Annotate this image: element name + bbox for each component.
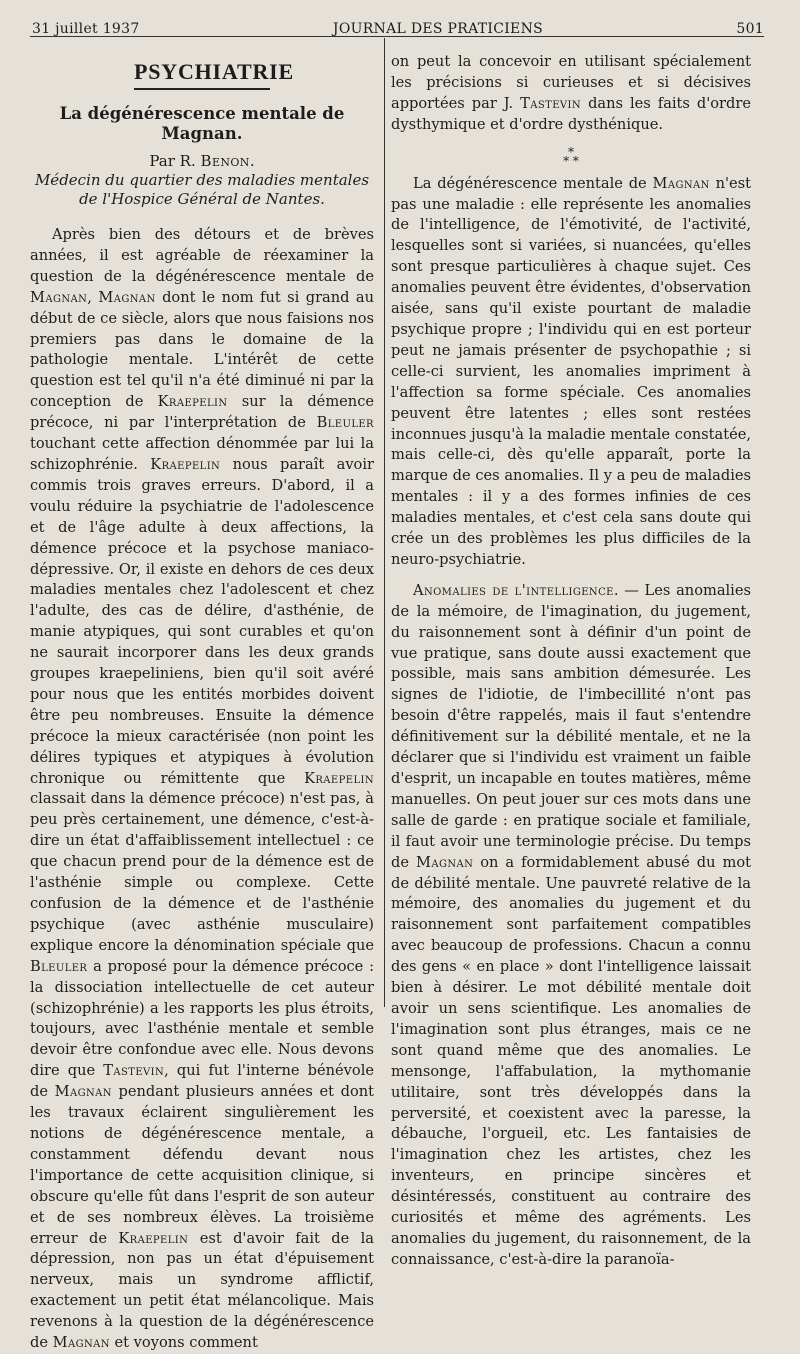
text-run: dont le nom fut si grand au début de ce siècle, alors que nous faisions nos premiers pas dans le domaine de la pathologie mentale. L'intérêt de cette question est tel qu'il n'a été diminué ni par la conception de [30, 288, 375, 411]
text-run: classait dans la démence précoce) n'est pas, à peu près certainement, une démence, c'est-à-dire un état d'affaiblissement intellectuel : ce que chacun prend pour de la démence est de l'asthénie simple ou complexe. Cette confusion de la démence et de l'asthénie psychique (avec asthénie musculaire) explique encore la dénomination spéciale que [30, 790, 374, 954]
body-paragraph [391, 581, 751, 1271]
byline [30, 151, 374, 171]
header-journal-title: JOURNAL DES PRATICIENS [332, 21, 544, 37]
text-run: nous paraît avoir commis trois graves erreurs. D'abord, il a voulu réduire la psychiatrie de l'adolescence et de l'âge adulte à deux affections, la démence précoce et la psychose maniaco-dépressive. Or, il existe en dehors de ces deux maladies mentales chez l'adolescent et chez l'adulte, des cas de délire, d'asthénie, de manie atypiques, qui sont curables et qu'on ne saurait incorporer dans les deux grands groupes kraepeliniens, bien qu'il soit avéré pour nous que les entités morbides doivent être peu nombreuses. Ensuite la démence précoce la mieux caractérisée (non point les délires typiques et atypiques à évolution chronique ou rémittente que [30, 455, 374, 787]
author-affiliation-line-1: Médecin du quartier des maladies mentales [34, 171, 370, 189]
text-run: . — Les anomalies de la mémoire, de l'imagination, du jugement, du raisonnement sont à définir d'un point de vue pratique, sans doute aussi exactement que possible, mais sans ambition démesurée. Les signes de l'idiotie, de l'imbecillité n'ont pas besoin d'être rappelés, mais il faut s'entendre définitivement sur la débilité mentale, et ne la déclarer que si l'individu est vraiment un faible d'esprit, un incapable en toutes matières, même manuelles. On peut jouer sur ces mots dans une salle de garde : en pratique sociale et familiale, il faut avoir une terminologie précise. Du temps de [391, 581, 751, 871]
asterism-stars-pair: * * [563, 153, 579, 168]
text-run: Après bien des détours et de brèves années, il est agréable de réexaminer la question de la dégénérescence mentale de [30, 226, 374, 285]
body-paragraph [391, 174, 751, 571]
text-run: pendant plusieurs années et dont les travaux éclairent singulièrement les notions de dégénérescence mentale, a constamment défendu devant nous l'importance de cette acquisition clinique, si obscure qu'elle fût dans l'esprit de son auteur et de ses nombreux élèves. La troisième erreur de [30, 1083, 374, 1247]
text-run: on peut la concevoir en utilisant spécialement les précisions si curieuses et si décisives apportées par J. [391, 53, 751, 112]
header-rule [30, 36, 764, 37]
proper-name: Tastevin [103, 1062, 165, 1080]
proper-name: Kraepelin [118, 1229, 189, 1247]
proper-name: Anomalies de l'intelligence [413, 581, 614, 599]
right-column [391, 52, 751, 1271]
byline-suffix: . [249, 152, 255, 170]
body-paragraph [391, 52, 751, 136]
byline-prefix: Par R. [149, 152, 201, 170]
proper-name: Magnan [52, 1334, 110, 1352]
text-run: touchant cette affection dénommée par lui la schizophrénie. [30, 435, 374, 473]
author-affiliation-line-2: de l'Hospice Général de Nantes. [79, 190, 325, 208]
body-paragraph [30, 225, 374, 1354]
proper-name: Bleuler [30, 957, 88, 975]
header-date: 31 juillet 1937 [32, 21, 140, 37]
text-run: dans les faits d'ordre dysthymique et d'ordre dysthénique. [391, 94, 751, 133]
column-divider [384, 38, 385, 1007]
text-run: et voyons comment [109, 1334, 258, 1352]
proper-name: Magnan [98, 288, 156, 306]
text-run: , [87, 288, 99, 306]
text-run: on a formidablement abusé du mot de débilité mentale. Une pauvreté relative de la mémoire, des anomalies du jugement et du raisonnement sont parfaitement compatibles avec beaucoup de professions. Chacun a connu des gens « en place » dont l'intelligence laissait bien à désirer. Le mot débilité mentale doit avoir un sens scientifique. Les anomalies de l'imagination sont plus étranges, mais ce ne sont quand même que des anomalies. Le mensonge, l'affabulation, la mythomanie utilitaire, sont très développés dans la perversité, et coexistent avec la paresse, la débauche, l'orgueil, etc. Les fantaisies de l'imagination chez les artistes, chez les inventeurs, en principe sincères et désintéressés, constituent au contraire des curiosités et même des agréments. Les anomalies du jugement, du raisonnement, de la connaissance, c'est-à-dire la paranoïa- [391, 853, 751, 1268]
asterism-separator [391, 144, 751, 168]
running-header [32, 14, 764, 36]
proper-name: Magnan [652, 174, 710, 192]
text-run: La dégénérescence mentale de [413, 174, 653, 192]
proper-name: Magnan [54, 1083, 112, 1101]
proper-name: Tastevin [520, 94, 582, 112]
asterism-star: * [568, 144, 574, 159]
section-title: PSYCHIATRIE [134, 58, 270, 90]
proper-name: Kraepelin [157, 393, 228, 411]
text-run: sur la démence précoce, ni par l'interprétation de [30, 393, 375, 432]
text-run: n'est pas une maladie : elle représente les anomalies de l'intelligence, de l'émotivité, de l'activité, lesquelles sont si variées, si nuancées, qu'elles sont presque particulières à chaque sujet. Ces anomalies peuvent être évidentes, d'observation aisée, sans qu'il existe pourtant de maladie psychique propre ; l'individu qui en est porteur peut ne jamais présenter de psychopathie ; si celle-ci survient, les anomalies impriment à l'affection sa forme spéciale. Ces anomalies peuvent être latentes ; elles sont restées inconnues jusqu'à la maladie mentale constatée, mais celle-ci, dès qu'elle apparaît, porte la marque de ces anomalies. Il y a peu de maladies mentales : il y a des formes infinies de ces maladies mentales, et c'est cela sans doute qui crée un des problèmes les plus difficiles de la neuro-psychiatrie. [391, 174, 751, 568]
text-run: a proposé pour la démence précoce : la dissociation intellectuelle de cet auteur (schizophrénie) a les rapports les plus étroits, toujours, avec l'asthénie mentale et semble devoir être confondue avec elle. Nous devons dire que [30, 957, 374, 1080]
proper-name: Kraepelin [150, 455, 221, 473]
left-column [30, 52, 374, 1354]
proper-name: Kraepelin [304, 769, 374, 787]
author-name: Benon [200, 152, 250, 170]
proper-name: Magnan [415, 853, 474, 871]
header-page-number: 501 [736, 21, 764, 37]
proper-name: Bleuler [316, 414, 374, 432]
text-run: , qui fut l'interne bénévole de [30, 1062, 374, 1101]
text-run: est d'avoir fait de la dépression, non pas un état d'épuisement nerveux, mais un syndrome afflictif, exactement un petit état mélancolique. Mais revenons à la question de la dégénérescence de [30, 1229, 374, 1352]
proper-name: Magnan [30, 288, 88, 306]
article-title: La dégénérescence mentale de Magnan. [59, 104, 345, 143]
